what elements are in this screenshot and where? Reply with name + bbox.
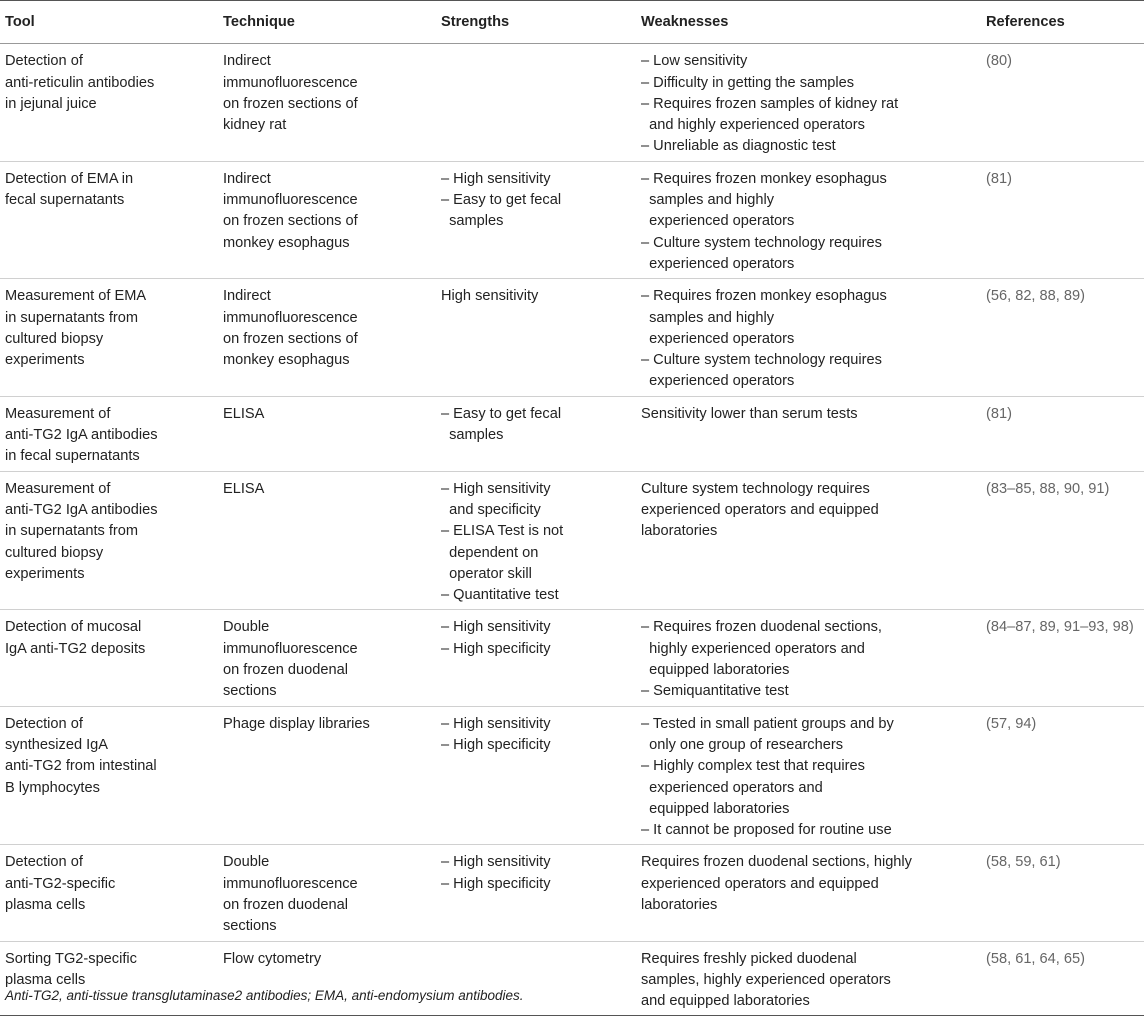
cell-tool	[0, 845, 218, 941]
strengths-line: – Easy to get fecal	[441, 192, 562, 209]
tool-line: anti-TG2 IgA antibodies	[5, 427, 158, 444]
weaknesses-line: samples, highly experienced operators	[641, 971, 891, 988]
cell-references	[981, 396, 1144, 471]
cell-references	[981, 161, 1144, 278]
technique-line: on frozen sections of	[223, 330, 358, 347]
weaknesses-line: experienced operators and equipped	[641, 875, 879, 892]
strengths-line: – High specificity	[441, 875, 551, 892]
table-row	[0, 845, 1144, 941]
table-row	[0, 279, 1144, 396]
weaknesses-line: Requires freshly picked duodenal	[641, 950, 857, 967]
tool-line: anti-TG2 from intestinal	[5, 758, 157, 775]
strengths-line: – High sensitivity	[441, 480, 551, 497]
cell-strengths	[436, 610, 636, 706]
cell-tool	[0, 610, 218, 706]
technique-line: immunofluorescence	[223, 309, 358, 326]
cell-weaknesses	[636, 845, 981, 941]
weaknesses-line: – Semiquantitative test	[641, 683, 789, 700]
header-references: References	[981, 1, 1144, 44]
reference-link[interactable]: (57, 94)	[986, 715, 1037, 732]
tool-line: in fecal supernatants	[5, 448, 140, 465]
technique-line: Phage display libraries	[223, 715, 370, 732]
cell-strengths	[436, 44, 636, 161]
technique-line: immunofluorescence	[223, 192, 358, 209]
technique-line: sections	[223, 918, 277, 935]
tool-line: B lymphocytes	[5, 779, 100, 796]
tool-line: Measurement of EMA	[5, 288, 147, 305]
header-strengths: Strengths	[436, 1, 636, 44]
weaknesses-line: laboratories	[641, 523, 718, 540]
tool-line: anti-TG2-specific	[5, 875, 116, 892]
weaknesses-line: only one group of researchers	[641, 736, 843, 753]
weaknesses-line: Requires frozen duodenal sections, highly	[641, 854, 912, 871]
tool-line: Detection of EMA in	[5, 170, 134, 187]
cell-weaknesses	[636, 161, 981, 278]
strengths-line: – High sensitivity	[441, 854, 551, 871]
weaknesses-line: samples and highly	[641, 192, 775, 209]
tool-line: Sorting TG2-specific	[5, 950, 137, 967]
header-row	[0, 1, 1144, 44]
cell-strengths	[436, 941, 636, 1016]
weaknesses-line: – Difficulty in getting the samples	[641, 74, 855, 91]
cell-weaknesses	[636, 396, 981, 471]
cell-technique	[218, 845, 436, 941]
strengths-line: – Quantitative test	[441, 587, 559, 604]
cell-references	[981, 279, 1144, 396]
cell-tool	[0, 706, 218, 845]
technique-line: Indirect	[223, 53, 271, 70]
weaknesses-line: experienced operators	[641, 255, 795, 272]
weaknesses-line: – It cannot be proposed for routine use	[641, 822, 892, 839]
cell-technique	[218, 471, 436, 610]
table-row	[0, 396, 1144, 471]
weaknesses-line: experienced operators	[641, 213, 795, 230]
weaknesses-line: experienced operators and equipped	[641, 501, 879, 518]
weaknesses-line: – Culture system technology requires	[641, 352, 882, 369]
cell-references	[981, 941, 1144, 1016]
cell-tool	[0, 44, 218, 161]
tool-line: synthesized IgA	[5, 736, 109, 753]
table-row	[0, 471, 1144, 610]
cell-technique	[218, 396, 436, 471]
technique-line: monkey esophagus	[223, 234, 350, 251]
tool-line: cultured biopsy	[5, 330, 104, 347]
cell-references	[981, 471, 1144, 610]
reference-link[interactable]: (83–85, 88, 90, 91)	[986, 480, 1110, 497]
cell-references	[981, 706, 1144, 845]
technique-line: on frozen sections of	[223, 95, 358, 112]
weaknesses-line: – Requires frozen monkey esophagus	[641, 288, 887, 305]
cell-strengths	[436, 279, 636, 396]
technique-line: kidney rat	[223, 117, 287, 134]
cell-strengths	[436, 396, 636, 471]
technique-line: on frozen sections of	[223, 213, 358, 230]
tool-line: cultured biopsy	[5, 544, 104, 561]
reference-link[interactable]: (80)	[986, 53, 1012, 70]
strengths-line: and specificity	[441, 501, 541, 518]
table-body	[0, 44, 1144, 1016]
header-weaknesses: Weaknesses	[636, 1, 981, 44]
cell-technique	[218, 706, 436, 845]
technique-line: immunofluorescence	[223, 875, 358, 892]
table-row	[0, 610, 1144, 706]
cell-technique	[218, 161, 436, 278]
strengths-line: samples	[441, 427, 504, 444]
cell-tool	[0, 161, 218, 278]
cell-technique	[218, 279, 436, 396]
weaknesses-line: Sensitivity lower than serum tests	[641, 405, 858, 422]
strengths-line: – High sensitivity	[441, 619, 551, 636]
cell-weaknesses	[636, 471, 981, 610]
tool-line: Measurement of	[5, 405, 111, 422]
header-tool: Tool	[0, 1, 218, 44]
tool-line: Measurement of	[5, 480, 111, 497]
cell-references	[981, 610, 1144, 706]
strengths-line: – Easy to get fecal	[441, 405, 562, 422]
tool-line: plasma cells	[5, 896, 86, 913]
cell-tool	[0, 279, 218, 396]
cell-tool	[0, 941, 218, 1016]
strengths-line: – High sensitivity	[441, 170, 551, 187]
technique-line: immunofluorescence	[223, 640, 358, 657]
weaknesses-line: samples and highly	[641, 309, 775, 326]
weaknesses-line: – Requires frozen duodenal sections,	[641, 619, 882, 636]
cell-strengths	[436, 471, 636, 610]
tool-line: in supernatants from	[5, 309, 139, 326]
tool-line: in jejunal juice	[5, 95, 97, 112]
strengths-line: operator skill	[441, 565, 532, 582]
cell-strengths	[436, 161, 636, 278]
weaknesses-line: – Tested in small patient groups and by	[641, 715, 894, 732]
weaknesses-line: equipped laboratories	[641, 662, 790, 679]
tool-line: Detection of mucosal	[5, 619, 142, 636]
technique-line: ELISA	[223, 480, 265, 497]
strengths-line: dependent on	[441, 544, 539, 561]
weaknesses-line: – Unreliable as diagnostic test	[641, 138, 836, 155]
tool-line: experiments	[5, 565, 85, 582]
tool-line: fecal supernatants	[5, 192, 125, 209]
cell-weaknesses	[636, 610, 981, 706]
reference-link[interactable]: (56, 82, 88, 89)	[986, 288, 1085, 305]
tool-line: Detection of	[5, 53, 83, 70]
weaknesses-line: – Highly complex test that requires	[641, 758, 865, 775]
weaknesses-line: – Low sensitivity	[641, 53, 748, 70]
technique-line: on frozen duodenal	[223, 896, 348, 913]
weaknesses-line: experienced operators	[641, 373, 795, 390]
technique-line: on frozen duodenal	[223, 662, 348, 679]
reference-link[interactable]: (58, 61, 64, 65)	[986, 950, 1085, 967]
technique-line: Double	[223, 854, 270, 871]
tool-line: in supernatants from	[5, 523, 139, 540]
strengths-line: – ELISA Test is not	[441, 523, 564, 540]
table-row	[0, 44, 1144, 161]
cell-technique	[218, 610, 436, 706]
tool-line: IgA anti-TG2 deposits	[5, 640, 146, 657]
reference-link[interactable]: (81)	[986, 170, 1012, 187]
tool-line: anti-TG2 IgA antibodies	[5, 501, 158, 518]
table-footnote: Anti-TG2, anti-tissue transglutaminase2 antibodies; EMA, anti-endomysium antibodies.	[5, 988, 524, 1003]
weaknesses-line: highly experienced operators and	[641, 640, 865, 657]
weaknesses-line: equipped laboratories	[641, 800, 790, 817]
cell-strengths	[436, 706, 636, 845]
technique-line: immunofluorescence	[223, 74, 358, 91]
strengths-line: – High sensitivity	[441, 715, 551, 732]
weaknesses-line: experienced operators	[641, 330, 795, 347]
reference-link[interactable]: (84–87, 89, 91–93, 98)	[986, 619, 1134, 636]
weaknesses-line: – Requires frozen monkey esophagus	[641, 170, 887, 187]
cell-weaknesses	[636, 941, 981, 1016]
table-header	[0, 1, 1144, 44]
weaknesses-line: experienced operators and	[641, 779, 823, 796]
cell-references	[981, 845, 1144, 941]
cell-technique	[218, 44, 436, 161]
strengths-line: High sensitivity	[441, 288, 539, 305]
technique-line: ELISA	[223, 405, 265, 422]
cell-strengths	[436, 845, 636, 941]
strengths-line: – High specificity	[441, 736, 551, 753]
technique-line: Indirect	[223, 170, 271, 187]
tool-line: anti-reticulin antibodies	[5, 74, 155, 91]
cell-weaknesses	[636, 44, 981, 161]
weaknesses-line: – Requires frozen samples of kidney rat	[641, 95, 899, 112]
weaknesses-line: laboratories	[641, 896, 718, 913]
weaknesses-line: – Culture system technology requires	[641, 234, 882, 251]
table-row	[0, 706, 1144, 845]
strengths-line: samples	[441, 213, 504, 230]
technique-line: Indirect	[223, 288, 271, 305]
table-row	[0, 161, 1144, 278]
cell-weaknesses	[636, 706, 981, 845]
tool-line: Detection of	[5, 715, 83, 732]
cell-technique	[218, 941, 436, 1016]
reference-link[interactable]: (58, 59, 61)	[986, 854, 1061, 871]
technique-line: monkey esophagus	[223, 352, 350, 369]
cell-references	[981, 44, 1144, 161]
technique-line: Double	[223, 619, 270, 636]
reference-link[interactable]: (81)	[986, 405, 1012, 422]
cell-weaknesses	[636, 279, 981, 396]
strengths-line: – High specificity	[441, 640, 551, 657]
weaknesses-line: and highly experienced operators	[641, 117, 865, 134]
technique-line: sections	[223, 683, 277, 700]
tool-line: plasma cells	[5, 971, 86, 988]
table-row	[0, 941, 1144, 1016]
cell-tool	[0, 396, 218, 471]
tool-line: experiments	[5, 352, 85, 369]
technique-line: Flow cytometry	[223, 950, 322, 967]
weaknesses-line: and equipped laboratories	[641, 993, 810, 1010]
header-technique: Technique	[218, 1, 436, 44]
cell-tool	[0, 471, 218, 610]
tool-line: Detection of	[5, 854, 83, 871]
weaknesses-line: Culture system technology requires	[641, 480, 870, 497]
